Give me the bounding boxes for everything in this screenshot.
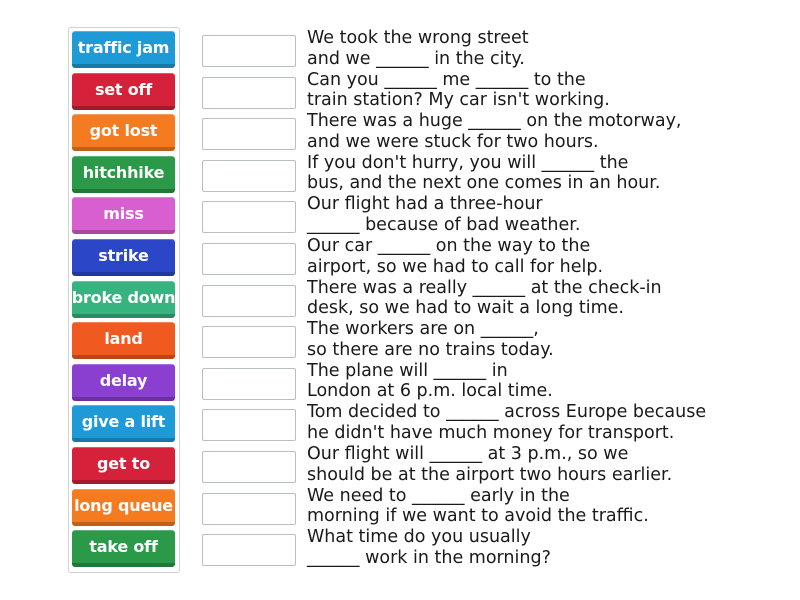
sentence-prompt [307, 70, 787, 111]
sentence-line-1: Can you ______ me ______ to the [307, 69, 586, 90]
answer-drop-slot[interactable] [202, 326, 296, 358]
sentence-line-2: he didn't have much money for transport. [307, 422, 675, 443]
sentence-line-1: If you don't hurry, you will ______ the [307, 152, 629, 173]
sentence-line-2: train station? My car isn't working. [307, 90, 610, 111]
answer-tile[interactable]: miss [72, 197, 175, 234]
sentence-line-1: The workers are on ______, [307, 319, 539, 340]
sentence-line-2: bus, and the next one comes in an hour. [307, 173, 661, 194]
sentence-line-2: ______ because of bad weather. [307, 214, 581, 235]
answer-drop-slot[interactable] [202, 451, 296, 483]
sentence-line-1: Tom decided to ______ across Europe because [307, 402, 707, 423]
sentence-line-2: morning if we want to avoid the traffic. [307, 506, 649, 527]
answer-tile[interactable]: got lost [72, 114, 175, 151]
sentence-line-1: We took the wrong street [307, 28, 529, 48]
sentence-prompt [307, 486, 787, 527]
answer-drop-slot[interactable] [202, 285, 296, 317]
answer-drop-slot[interactable] [202, 160, 296, 192]
sentence-prompt [307, 153, 787, 194]
answer-drop-slot[interactable] [202, 35, 296, 67]
answer-tile[interactable]: land [72, 322, 175, 359]
sentence-line-1: What time do you usually [307, 527, 531, 548]
sentence-line-2: airport, so we had to call for help. [307, 256, 604, 277]
answer-drop-slot[interactable] [202, 409, 296, 441]
sentence-prompt [307, 111, 787, 152]
answer-tile[interactable]: get to [72, 447, 175, 484]
sentence-prompt [307, 361, 787, 402]
sentence-line-2: London at 6 p.m. local time. [307, 381, 553, 402]
answer-drop-slot[interactable] [202, 493, 296, 525]
sentence-line-2: so there are no trains today. [307, 339, 554, 360]
sentence-line-1: There was a huge ______ on the motorway, [307, 111, 682, 132]
answer-tile[interactable]: strike [72, 239, 175, 276]
sentence-prompt [307, 28, 787, 69]
sentence-line-1: Our flight will ______ at 3 p.m., so we [307, 444, 629, 464]
sentence-line-2: desk, so we had to wait a long time. [307, 298, 624, 319]
answer-tile[interactable]: delay [72, 364, 175, 401]
answer-tile[interactable]: hitchhike [72, 156, 175, 193]
sentence-line-2: ______ work in the morning? [307, 547, 551, 568]
answer-tile[interactable]: broke down [72, 281, 175, 318]
answer-tile[interactable]: set off [72, 73, 175, 110]
sentence-line-1: The plane will ______ in [307, 360, 508, 381]
answer-tile[interactable]: give a lift [72, 405, 175, 442]
sentence-line-1: Our car ______ on the way to the [307, 236, 591, 256]
answer-drop-slot[interactable] [202, 368, 296, 400]
answer-drop-slot[interactable] [202, 118, 296, 150]
sentence-prompt [307, 527, 787, 568]
sentence-line-1: There was a really ______ at the check-in [307, 277, 662, 298]
answer-tile[interactable]: take off [72, 530, 175, 567]
sentence-prompt [307, 402, 787, 443]
answer-tile[interactable]: traffic jam [72, 31, 175, 68]
sentence-line-1: Our flight had a three-hour [307, 194, 543, 215]
sentence-prompt [307, 194, 787, 235]
sentence-prompt [307, 236, 787, 277]
answer-drop-slot[interactable] [202, 534, 296, 566]
sentence-line-2: should be at the airport two hours earlier. [307, 464, 673, 485]
sentence-line-1: We need to ______ early in the [307, 485, 570, 506]
sentence-prompt [307, 319, 787, 360]
sentence-line-2: and we were stuck for two hours. [307, 131, 599, 152]
answer-tile[interactable]: long queue [72, 489, 175, 526]
answer-drop-slot[interactable] [202, 243, 296, 275]
answer-drop-slot[interactable] [202, 201, 296, 233]
sentence-prompt [307, 278, 787, 319]
answer-drop-slot[interactable] [202, 77, 296, 109]
sentence-prompt [307, 444, 787, 485]
sentence-line-2: and we ______ in the city. [307, 48, 525, 69]
